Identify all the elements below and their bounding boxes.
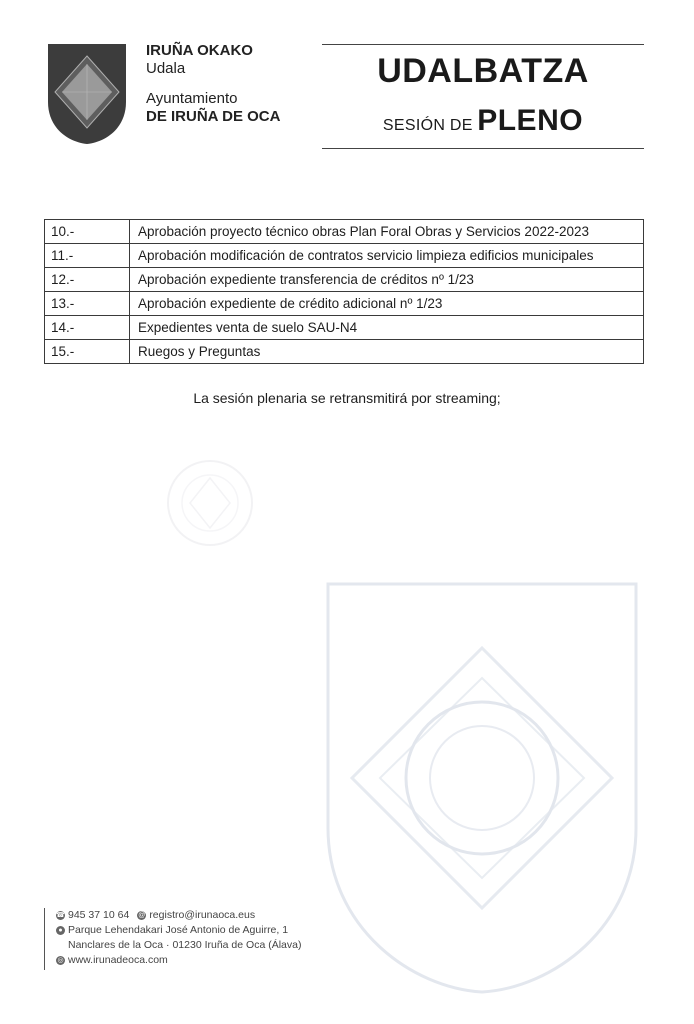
email-address[interactable]: registro@irunaoca.eus	[149, 909, 256, 921]
item-number: 14.-	[45, 316, 130, 340]
phone-number: 945 37 10 64	[68, 909, 130, 921]
item-number: 15.-	[45, 340, 130, 364]
subtitle-prefix: SESIÓN DE	[382, 117, 473, 134]
table-row	[45, 316, 644, 340]
item-number: 11.-	[45, 244, 130, 268]
table-row	[45, 268, 644, 292]
header-rule-top	[322, 44, 644, 45]
org-type-spanish: Ayuntamiento	[146, 90, 238, 107]
address-line-2: Nanclares de la Oca · 01230 Iruña de Oca (Álava)	[68, 939, 302, 951]
contact-footer	[56, 908, 301, 968]
table-row	[45, 292, 644, 316]
organization-name	[146, 42, 280, 126]
address-line-1: Parque Lehendakari José Antonio de Aguirre, 1	[68, 924, 289, 936]
stamp-watermark	[160, 448, 260, 568]
item-text: Aprobación expediente transferencia de créditos nº 1/23	[130, 268, 644, 292]
header-rule-bottom	[322, 148, 644, 149]
streaming-note: La sesión plenaria se retransmitirá por streaming;	[193, 390, 501, 406]
item-number: 10.-	[45, 220, 130, 244]
website-link[interactable]: www.irunadeoca.com	[68, 954, 168, 966]
org-name-basque: IRUÑA OKAKO	[146, 42, 253, 59]
coat-of-arms-logo	[46, 42, 128, 146]
document-title: UDALBATZA	[377, 52, 589, 90]
document-subtitle	[322, 104, 644, 138]
phone-icon: ☎	[56, 912, 65, 919]
item-text: Ruegos y Preguntas	[130, 340, 644, 364]
location-icon: ●	[56, 926, 65, 935]
table-row	[45, 244, 644, 268]
item-text: Aprobación proyecto técnico obras Plan Foral Obras y Servicios 2022-2023	[130, 220, 644, 244]
subtitle-main: PLENO	[477, 104, 584, 137]
agenda-table	[44, 219, 644, 364]
footer-divider	[44, 908, 45, 970]
table-row	[45, 340, 644, 364]
item-number: 12.-	[45, 268, 130, 292]
org-name-spanish: DE IRUÑA DE OCA	[146, 108, 281, 125]
at-icon: @	[138, 912, 146, 919]
shield-watermark	[322, 578, 642, 998]
item-number: 13.-	[45, 292, 130, 316]
item-text: Aprobación expediente de crédito adicional nº 1/23	[130, 292, 644, 316]
table-row	[45, 220, 644, 244]
item-text: Expedientes venta de suelo SAU-N4	[130, 316, 644, 340]
item-text: Aprobación modificación de contratos servicio limpieza edificios municipales	[130, 244, 644, 268]
globe-icon: ◎	[57, 957, 64, 964]
org-type-basque: Udala	[146, 60, 186, 77]
